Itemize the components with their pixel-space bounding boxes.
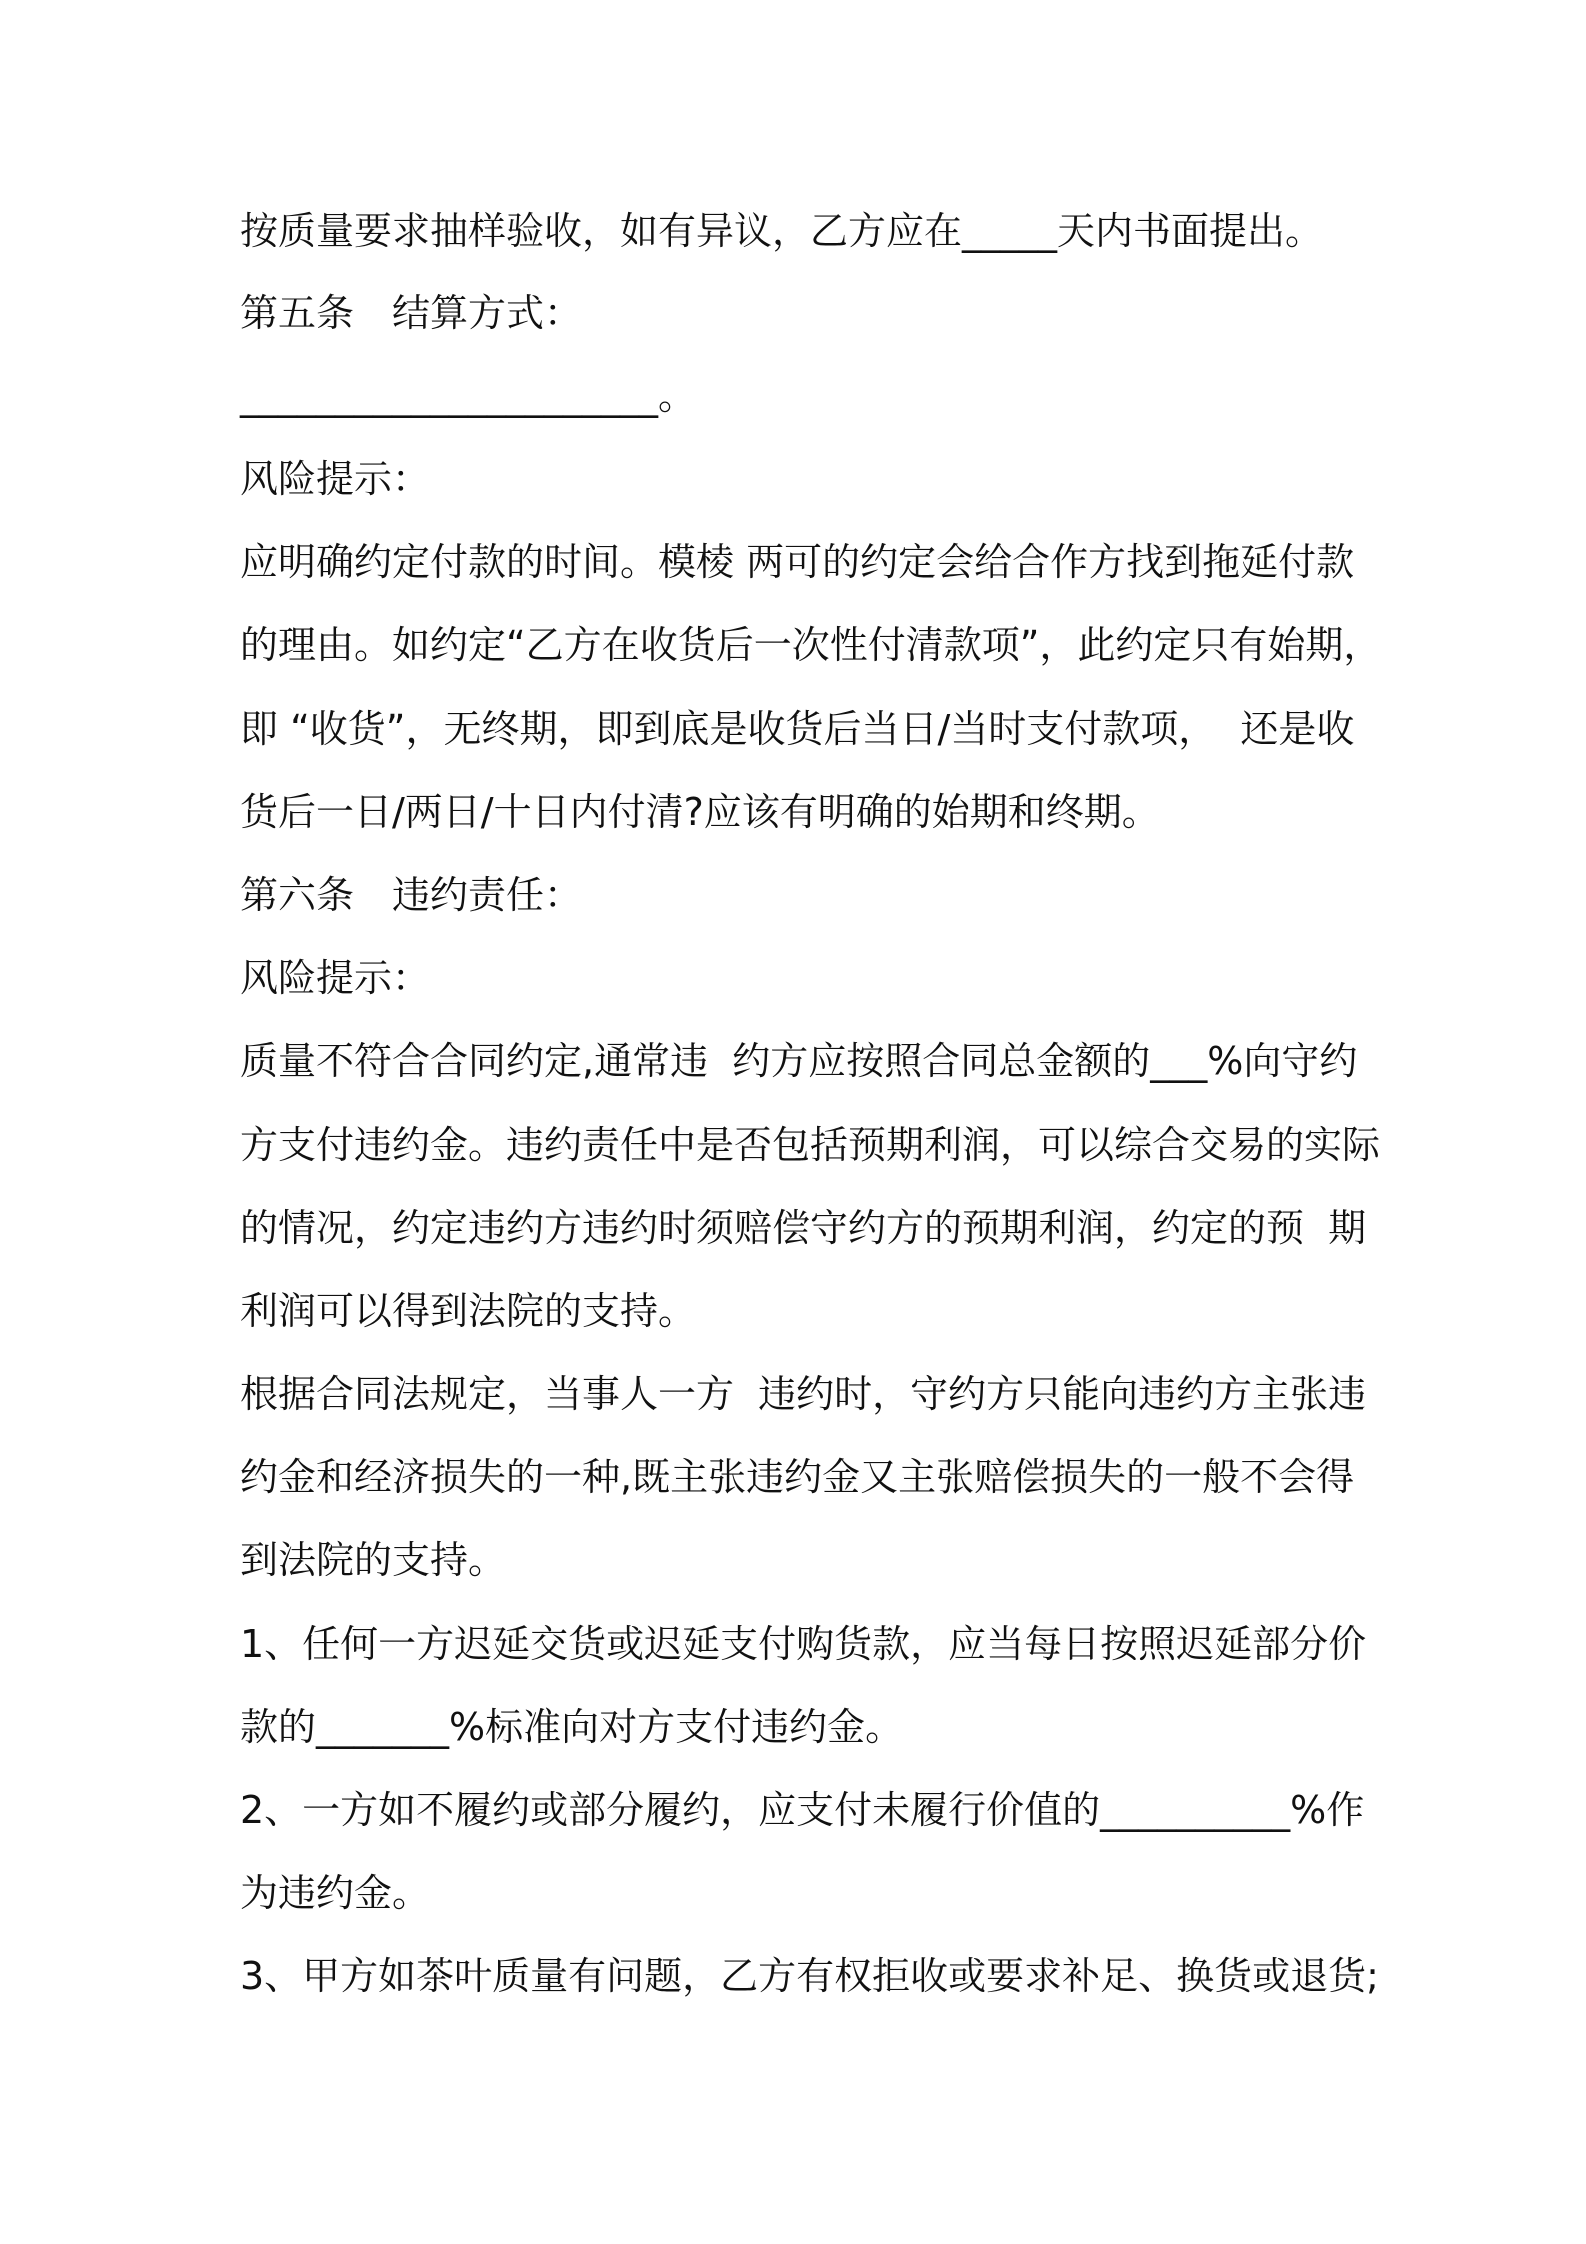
text-line: 利润可以得到法院的支持。 [240, 1289, 697, 1333]
text-line: 质量不符合合同约定,通常违 约方应按照合同总金额的___%向守约 [240, 1039, 1358, 1083]
section-heading: 第六条 违约责任： [240, 873, 583, 917]
text-line: 即 “收货”，无终期，即到底是收货后当日/当时支付款项， 还是收 [240, 707, 1355, 751]
text-line: 2、一方如不履约或部分履约，应支付未履行价值的__________%作 [240, 1788, 1365, 1832]
text-line: 的情况，约定违约方违约时须赔偿守约方的预期利润，约定的预 期 [240, 1206, 1367, 1250]
risk-heading: 风险提示： [240, 457, 431, 501]
text-line: 约金和经济损失的一种,既主张违约金又主张赔偿损失的一般不会得 [240, 1455, 1355, 1499]
text-line: 的理由。如约定“乙方在收货后一次性付清款项”，此约定只有始期， [240, 623, 1382, 667]
text-line: ______________________。 [240, 374, 697, 418]
text-line: 为违约金。 [240, 1871, 431, 1915]
text-line: 货后一日/两日/十日内付清?应该有明确的始期和终期。 [240, 790, 1160, 834]
section-heading: 第五条 结算方式： [240, 291, 583, 335]
text-line: 到法院的支持。 [240, 1538, 507, 1582]
text-line: 根据合同法规定，当事人一方 违约时，守约方只能向违约方主张违 [240, 1372, 1367, 1416]
text-line: 按质量要求抽样验收，如有异议，乙方应在_____天内书面提出。 [240, 209, 1324, 253]
text-line: 3、甲方如茶叶质量有问题，乙方有权拒收或要求补足、换货或退货; [240, 1954, 1379, 1998]
text-line: 1、任何一方迟延交货或迟延支付购货款，应当每日按照迟延部分价 [240, 1622, 1367, 1666]
text-line: 应明确约定付款的时间。模棱 两可的约定会给合作方找到拖延付款 [240, 540, 1355, 584]
text-line: 款的_______%标准向对方支付违约金。 [240, 1705, 904, 1749]
risk-heading: 风险提示： [240, 956, 431, 1000]
text-line: 方支付违约金。违约责任中是否包括预期利润，可以综合交易的实际 [240, 1123, 1381, 1167]
